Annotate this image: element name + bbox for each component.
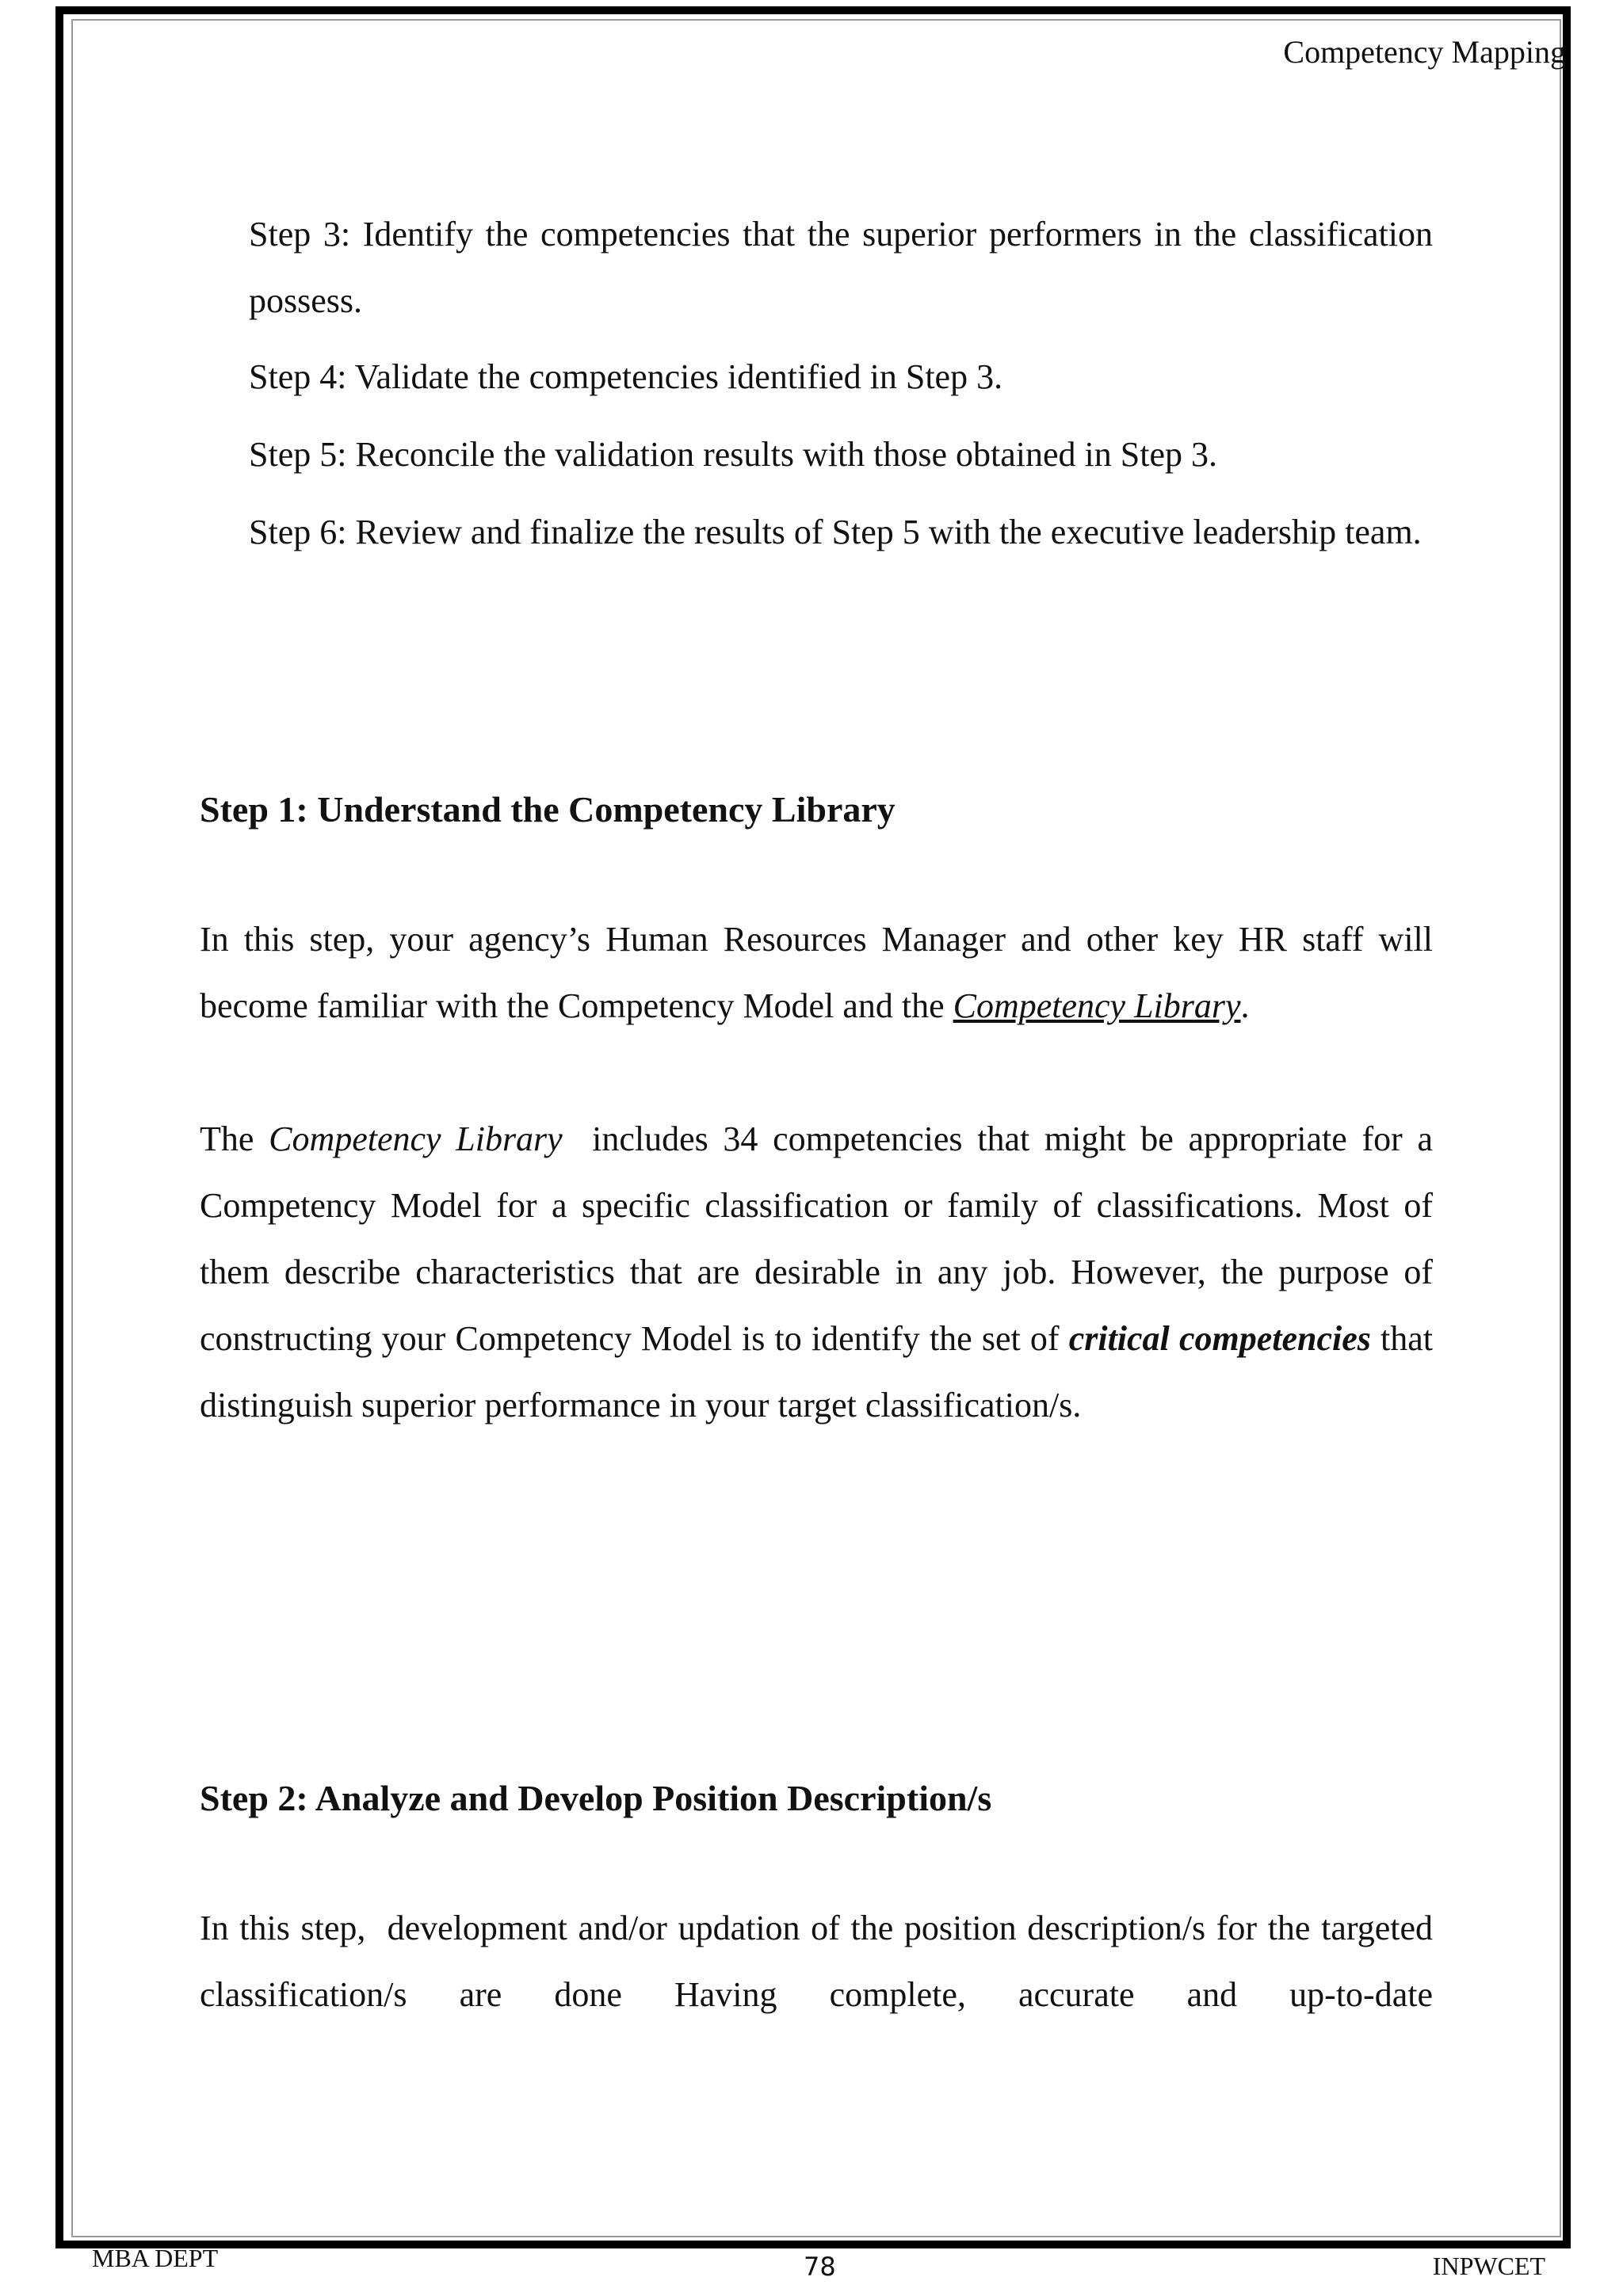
page-number: 78	[804, 2252, 836, 2282]
step-5-item: Step 5: Reconcile the validation results with those obtained in Step 3.	[249, 435, 1218, 474]
paragraph-text: The	[200, 1119, 269, 1158]
section-heading-step-1: Step 1: Understand the Competency Library	[200, 789, 896, 830]
step-1-paragraph-2	[200, 1106, 1442, 1439]
step-4-item: Step 4: Validate the competencies identified in Step 3.	[249, 357, 1003, 396]
paragraph-text: In this step, your agency’s Human Resources Manager and other key HR staff will become familiar with the Competency Model and the	[200, 920, 1433, 1025]
step-6-item: Step 6: Review and finalize the results of Step 5 with the executive leadership team.	[249, 513, 1422, 551]
running-header: Competency Mapping	[1283, 34, 1566, 70]
footer-institution: INPWCET	[1432, 2252, 1545, 2280]
critical-competencies-emphasis: critical competencies	[1068, 1319, 1371, 1358]
competency-library-term: Competency Library	[269, 1119, 563, 1158]
competency-library-link[interactable]: Competency Library	[953, 986, 1241, 1025]
step-3-item: Step 3: Identify the competencies that the superior performers in the classification possess.	[249, 215, 1433, 320]
paragraph-text: includes 34 competencies that might be appropriate for a Competency Model for a specific classification or family of classifications. Most of them describe characteristics that are desirable in any job. However, the purpose of constructing your Competency Model is to identify the set of	[200, 1119, 1442, 1358]
section-heading-step-2: Step 2: Analyze and Develop Position Description/s	[200, 1778, 992, 1818]
paragraph-text: that distinguish superior performance in your target classification/s.	[200, 1319, 1433, 1425]
step-1-paragraph-1	[200, 906, 1433, 1039]
paragraph-text: .	[1240, 986, 1250, 1025]
step-2-paragraph-1: In this step, development and/or updation of the position description/s for the targeted classification/s are done Having complete, accurate and up-to-date	[200, 1909, 1442, 2014]
footer-department: MBA DEPT	[92, 2244, 219, 2272]
